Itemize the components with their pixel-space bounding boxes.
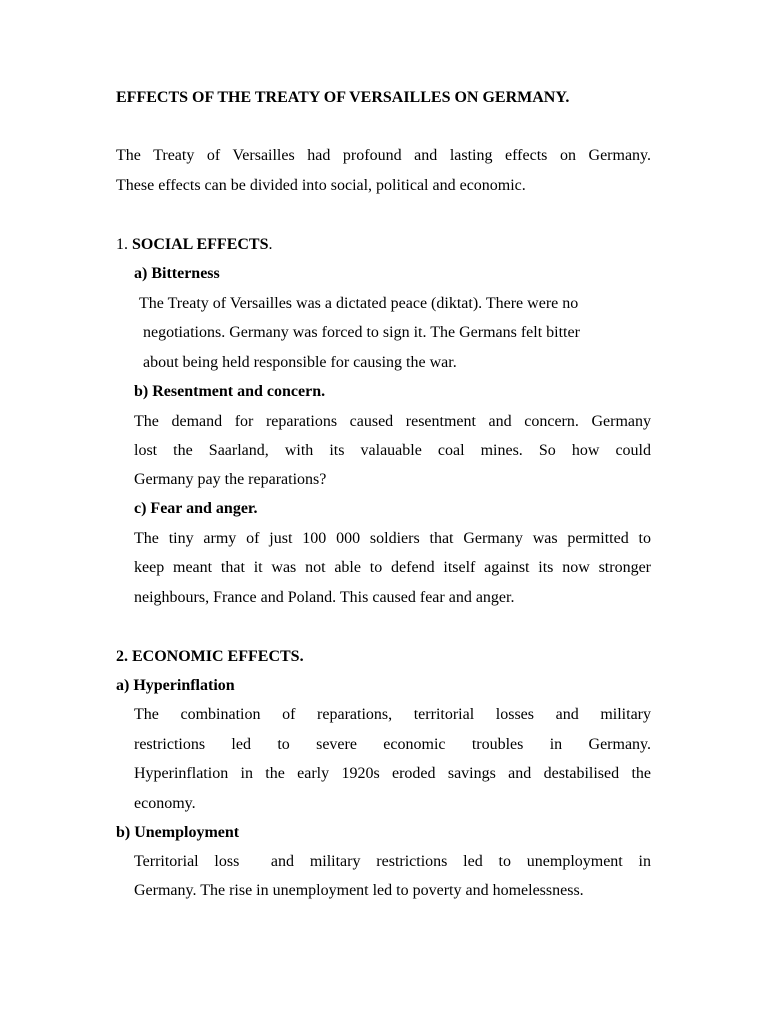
document-title: EFFECTS OF THE TREATY OF VERSAILLES ON GERMANY.: [116, 89, 570, 106]
section-1-suffix: .: [268, 236, 273, 253]
resentment-line-3: Germany pay the reparations?: [134, 471, 327, 488]
bitterness-line-1: The Treaty of Versailles was a dictated peace (diktat). There were no: [139, 295, 579, 312]
subheading-hyperinflation: a) Hyperinflation: [116, 677, 235, 694]
section-2-heading: 2. ECONOMIC EFFECTS.: [116, 648, 304, 665]
bitterness-line-3: about being held responsible for causing the war.: [143, 354, 457, 371]
unemployment-line-2: Germany. The rise in unemployment led to poverty and homelessness.: [134, 882, 584, 899]
subheading-resentment: b) Resentment and concern.: [134, 383, 326, 400]
intro-line-2: These effects can be divided into social, political and economic.: [116, 177, 526, 194]
unemployment-line-1: Territorial loss and military restrictions led to unemployment in: [134, 853, 651, 870]
subheading-fear: c) Fear and anger.: [134, 500, 258, 517]
hyperinflation-line-2: restrictions led to severe economic troubles in Germany.: [134, 736, 651, 753]
bitterness-line-2: negotiations. Germany was forced to sign it. The Germans felt bitter: [143, 324, 580, 341]
fear-line-3: neighbours, France and Poland. This caused fear and anger.: [134, 589, 515, 606]
section-1-title: SOCIAL EFFECTS: [132, 236, 269, 253]
resentment-line-1: The demand for reparations caused resentment and concern. Germany: [134, 413, 651, 430]
subheading-unemployment: b) Unemployment: [116, 824, 240, 841]
resentment-line-2: lost the Saarland, with its valauable coal mines. So how could: [134, 442, 651, 459]
section-1-heading: [116, 235, 272, 255]
section-1-number: 1.: [116, 236, 128, 253]
intro-line-1: The Treaty of Versailles had profound and lasting effects on Germany.: [116, 147, 651, 164]
fear-line-1: The tiny army of just 100 000 soldiers that Germany was permitted to: [134, 530, 651, 547]
hyperinflation-line-3: Hyperinflation in the early 1920s eroded savings and destabilised the: [134, 765, 651, 782]
hyperinflation-line-1: The combination of reparations, territorial losses and military: [134, 706, 651, 723]
hyperinflation-line-4: economy.: [134, 795, 196, 812]
fear-line-2: keep meant that it was not able to defend itself against its now stronger: [134, 559, 651, 576]
subheading-bitterness: a) Bitterness: [134, 265, 220, 282]
